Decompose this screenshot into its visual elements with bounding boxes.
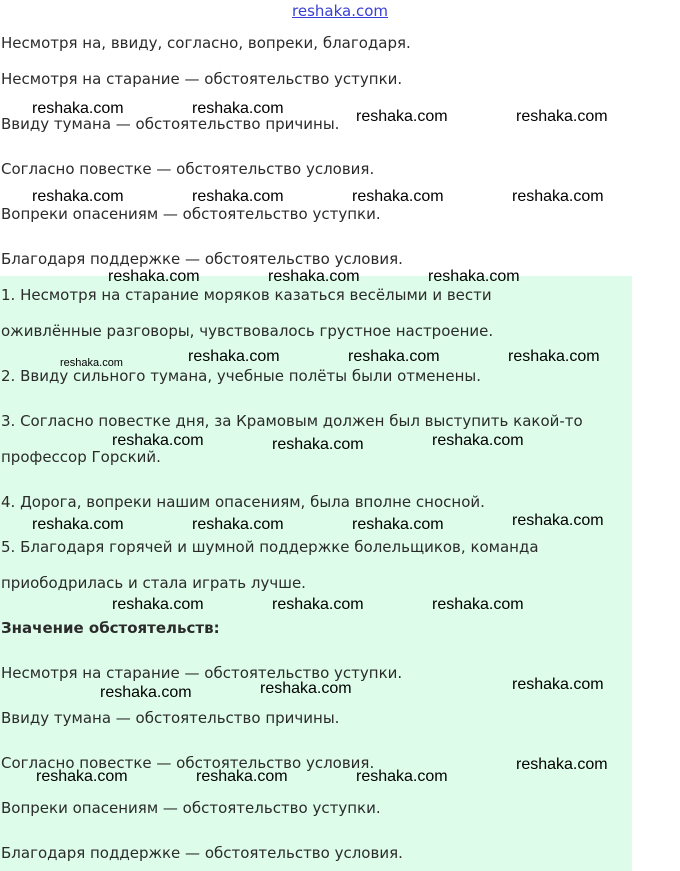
text-line: Несмотря на, ввиду, согласно, вопреки, благодаря.	[1, 34, 411, 52]
watermark: reshaka.com	[112, 596, 204, 613]
watermark: reshaka.com	[352, 516, 444, 533]
watermark: reshaka.com	[432, 432, 524, 449]
watermark: reshaka.com	[108, 268, 200, 285]
meaning-line: Благодаря поддержке — обстоятельство условия.	[1, 844, 403, 862]
watermark: reshaka.com	[260, 680, 352, 697]
watermark: reshaka.com	[268, 268, 360, 285]
watermark: reshaka.com	[512, 512, 604, 529]
answer-line: 2. Ввиду сильного тумана, учебные полёты были отменены.	[1, 367, 481, 385]
watermark: reshaka.com	[32, 188, 124, 205]
answer-line: 3. Согласно повестке дня, за Крамовым должен был выступить какой-то	[1, 412, 583, 430]
watermark: reshaka.com	[112, 432, 204, 449]
watermark: reshaka.com	[192, 188, 284, 205]
watermark: reshaka.com	[192, 516, 284, 533]
watermark: reshaka.com	[272, 436, 364, 453]
watermark: reshaka.com	[188, 348, 280, 365]
text-line: Вопреки опасениям — обстоятельство уступки.	[1, 205, 381, 223]
watermark: reshaka.com	[60, 357, 123, 369]
watermark: reshaka.com	[516, 108, 608, 125]
watermark: reshaka.com	[516, 756, 608, 773]
meaning-line: Ввиду тумана — обстоятельство причины.	[1, 709, 340, 727]
answer-line: оживлённые разговоры, чувствовалось грустное настроение.	[1, 322, 494, 340]
answer-line: 5. Благодаря горячей и шумной поддержке болельщиков, команда	[1, 538, 539, 556]
watermark: reshaka.com	[192, 100, 284, 117]
watermark: reshaka.com	[272, 596, 364, 613]
watermark: reshaka.com	[352, 188, 444, 205]
text-line: Благодаря поддержке — обстоятельство условия.	[1, 250, 403, 268]
watermark: reshaka.com	[428, 268, 520, 285]
watermark: reshaka.com	[348, 348, 440, 365]
answer-line: 1. Несмотря на старание моряков казаться весёлыми и вести	[1, 286, 492, 304]
meaning-line: Согласно повестке — обстоятельство условия.	[1, 754, 375, 772]
watermark: reshaka.com	[32, 516, 124, 533]
watermark: reshaka.com	[512, 188, 604, 205]
watermark: reshaka.com	[196, 768, 288, 785]
text-line: Согласно повестке — обстоятельство условия.	[1, 160, 375, 178]
watermark: reshaka.com	[356, 768, 448, 785]
text-line: Ввиду тумана — обстоятельство причины.	[1, 115, 340, 133]
watermark: reshaka.com	[508, 348, 600, 365]
watermark: reshaka.com	[32, 100, 124, 117]
watermark: reshaka.com	[432, 596, 524, 613]
answer-line: приободрилась и стала играть лучше.	[1, 574, 306, 592]
watermark: reshaka.com	[512, 676, 604, 693]
meaning-line: Вопреки опасениям — обстоятельство уступки.	[1, 799, 381, 817]
section-heading: Значение обстоятельств:	[1, 619, 220, 637]
watermark: reshaka.com	[356, 108, 448, 125]
answer-line: профессор Горский.	[1, 448, 161, 466]
text-line: Несмотря на старание — обстоятельство уступки.	[1, 70, 403, 88]
watermark: reshaka.com	[100, 684, 192, 701]
watermark: reshaka.com	[36, 768, 128, 785]
meaning-line: Несмотря на старание — обстоятельство уступки.	[1, 664, 403, 682]
answer-line: 4. Дорога, вопреки нашим опасениям, была вполне сносной.	[1, 493, 485, 511]
site-header-link[interactable]: reshaka.com	[292, 2, 388, 20]
